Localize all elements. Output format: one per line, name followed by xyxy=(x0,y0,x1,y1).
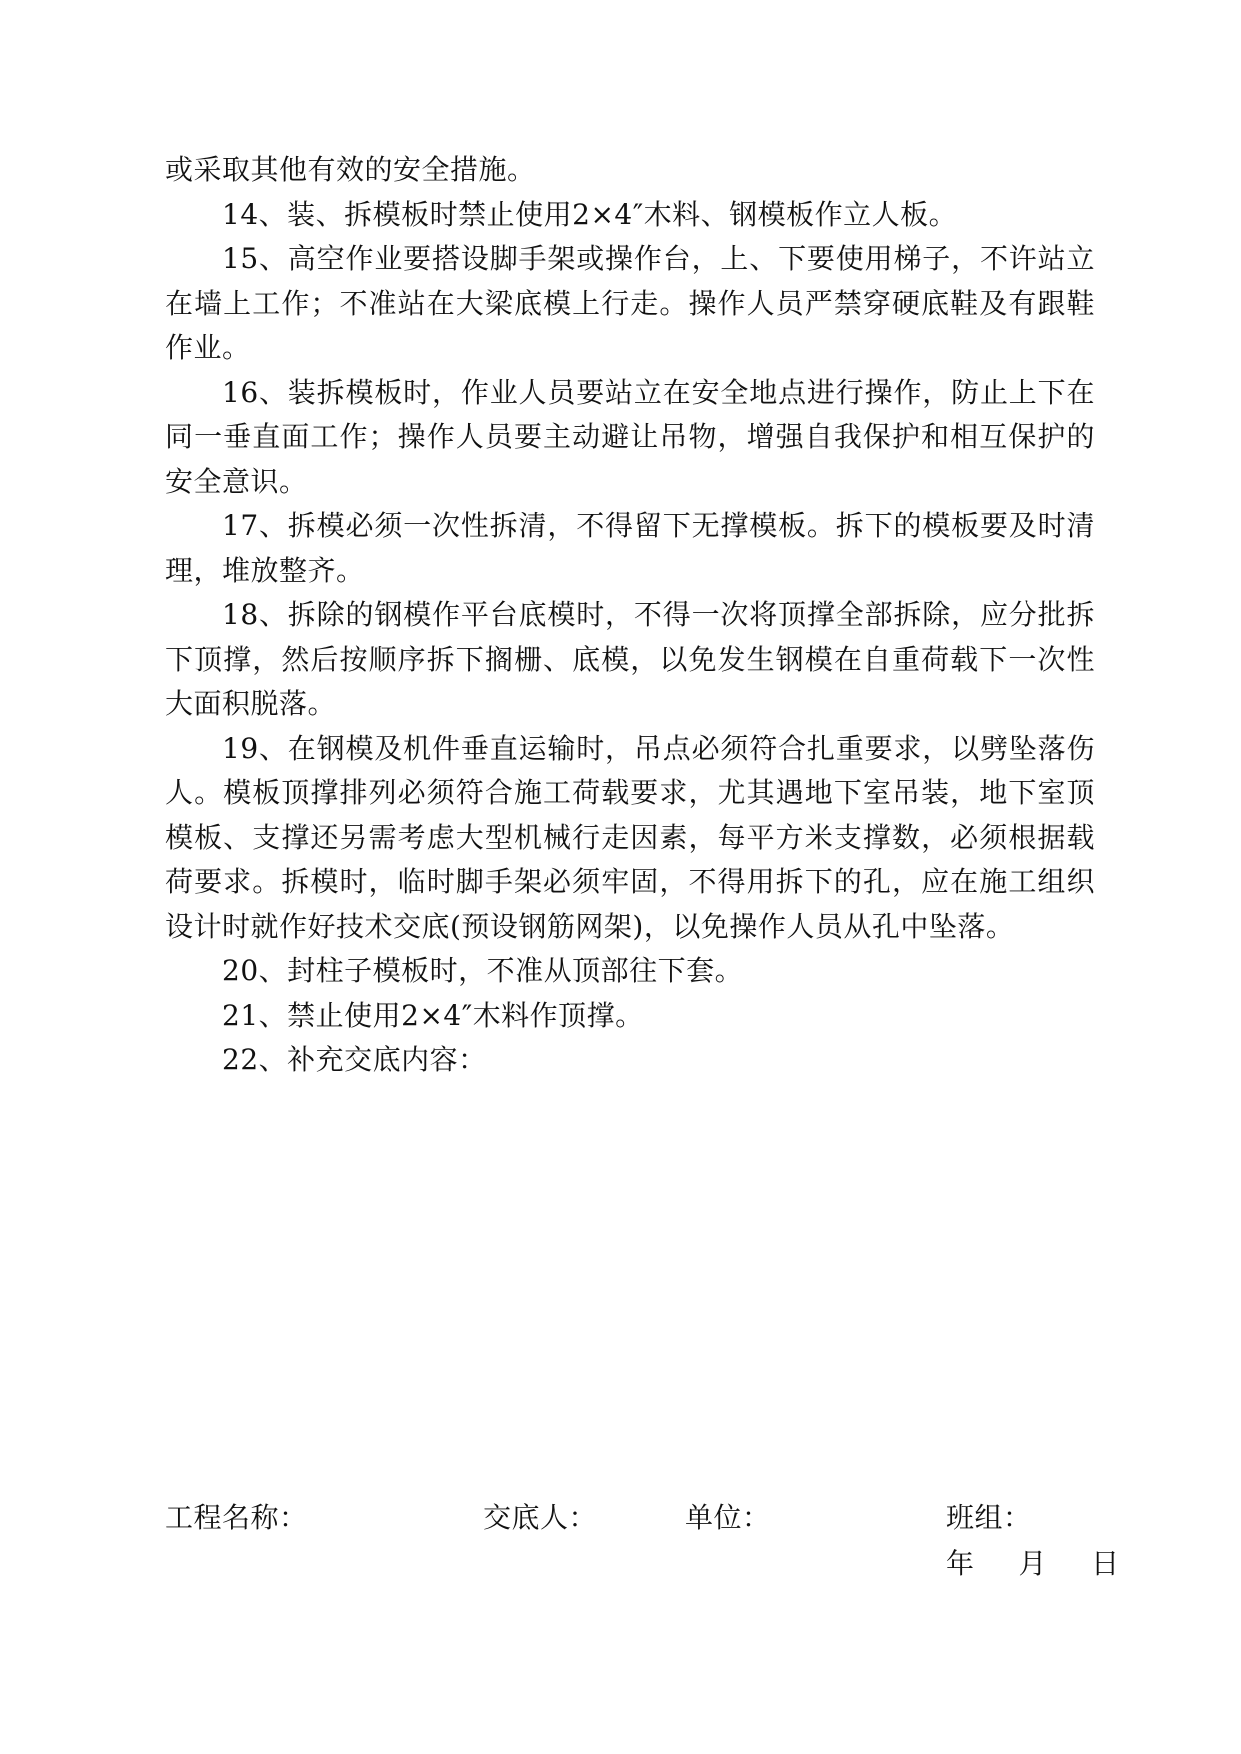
date-line xyxy=(946,1542,1119,1582)
briefer-label: 交底人： xyxy=(483,1501,598,1534)
unit-label: 单位： xyxy=(685,1501,771,1534)
paragraph-item-15: 15、高空作业要搭设脚手架或操作台，上、下要使用梯子，不许站立在墙上工作；不准站在大梁底模上行走。操作人员严禁穿硬底鞋及有跟鞋作业。 xyxy=(165,242,1095,364)
project-name-label: 工程名称： xyxy=(165,1501,308,1534)
month-label: 月 xyxy=(1018,1547,1047,1580)
paragraph-item-21: 21、禁止使用2×4″木料作顶撑。 xyxy=(222,998,644,1032)
paragraph-item-17: 17、拆模必须一次性拆清，不得留下无撑模板。拆下的模板要及时清理，堆放整齐。 xyxy=(165,509,1095,587)
team-label: 班组： xyxy=(946,1501,1032,1534)
paragraph-item-22: 22、补充交底内容： xyxy=(222,1043,487,1076)
signature-footer xyxy=(0,1496,1241,1616)
year-label: 年 xyxy=(946,1547,975,1580)
paragraph-item-16: 16、装拆模板时，作业人员要站立在安全地点进行操作，防止上下在同一垂直面工作；操作人员要主动避让吊物，增强自我保护和相互保护的安全意识。 xyxy=(165,375,1095,498)
paragraph-item-20: 20、封柱子模板时，不准从顶部往下套。 xyxy=(222,954,744,987)
paragraph-item-19: 19、在钢模及机件垂直运输时，吊点必须符合扎重要求，以劈坠落伤人。模板顶撑排列必须符合施工荷载要求，尤其遇地下室吊装，地下室顶模板、支撑还另需考虑大型机械行走因素，每平方米支撑数，必须根据载荷要求。拆模时，临时脚手架必须牢固，不得用拆下的孔，应在施工组织设计时就作好技术交底(预设钢筋网架)，以免操作人员从孔中坠落。 xyxy=(165,731,1095,943)
paragraph-item-18: 18、拆除的钢模作平台底模时，不得一次将顶撑全部拆除，应分批拆下顶撑，然后按顺序拆下搁栅、底模，以免发生钢模在自重荷载下一次性大面积脱落。 xyxy=(165,598,1095,720)
day-label: 日 xyxy=(1091,1547,1120,1580)
paragraph-continuation: 或采取其他有效的安全措施。 xyxy=(165,153,536,186)
paragraph-item-14: 14、装、拆模板时禁止使用2×4″木料、钢模板作立人板。 xyxy=(222,197,958,231)
document-body xyxy=(165,148,1095,1083)
